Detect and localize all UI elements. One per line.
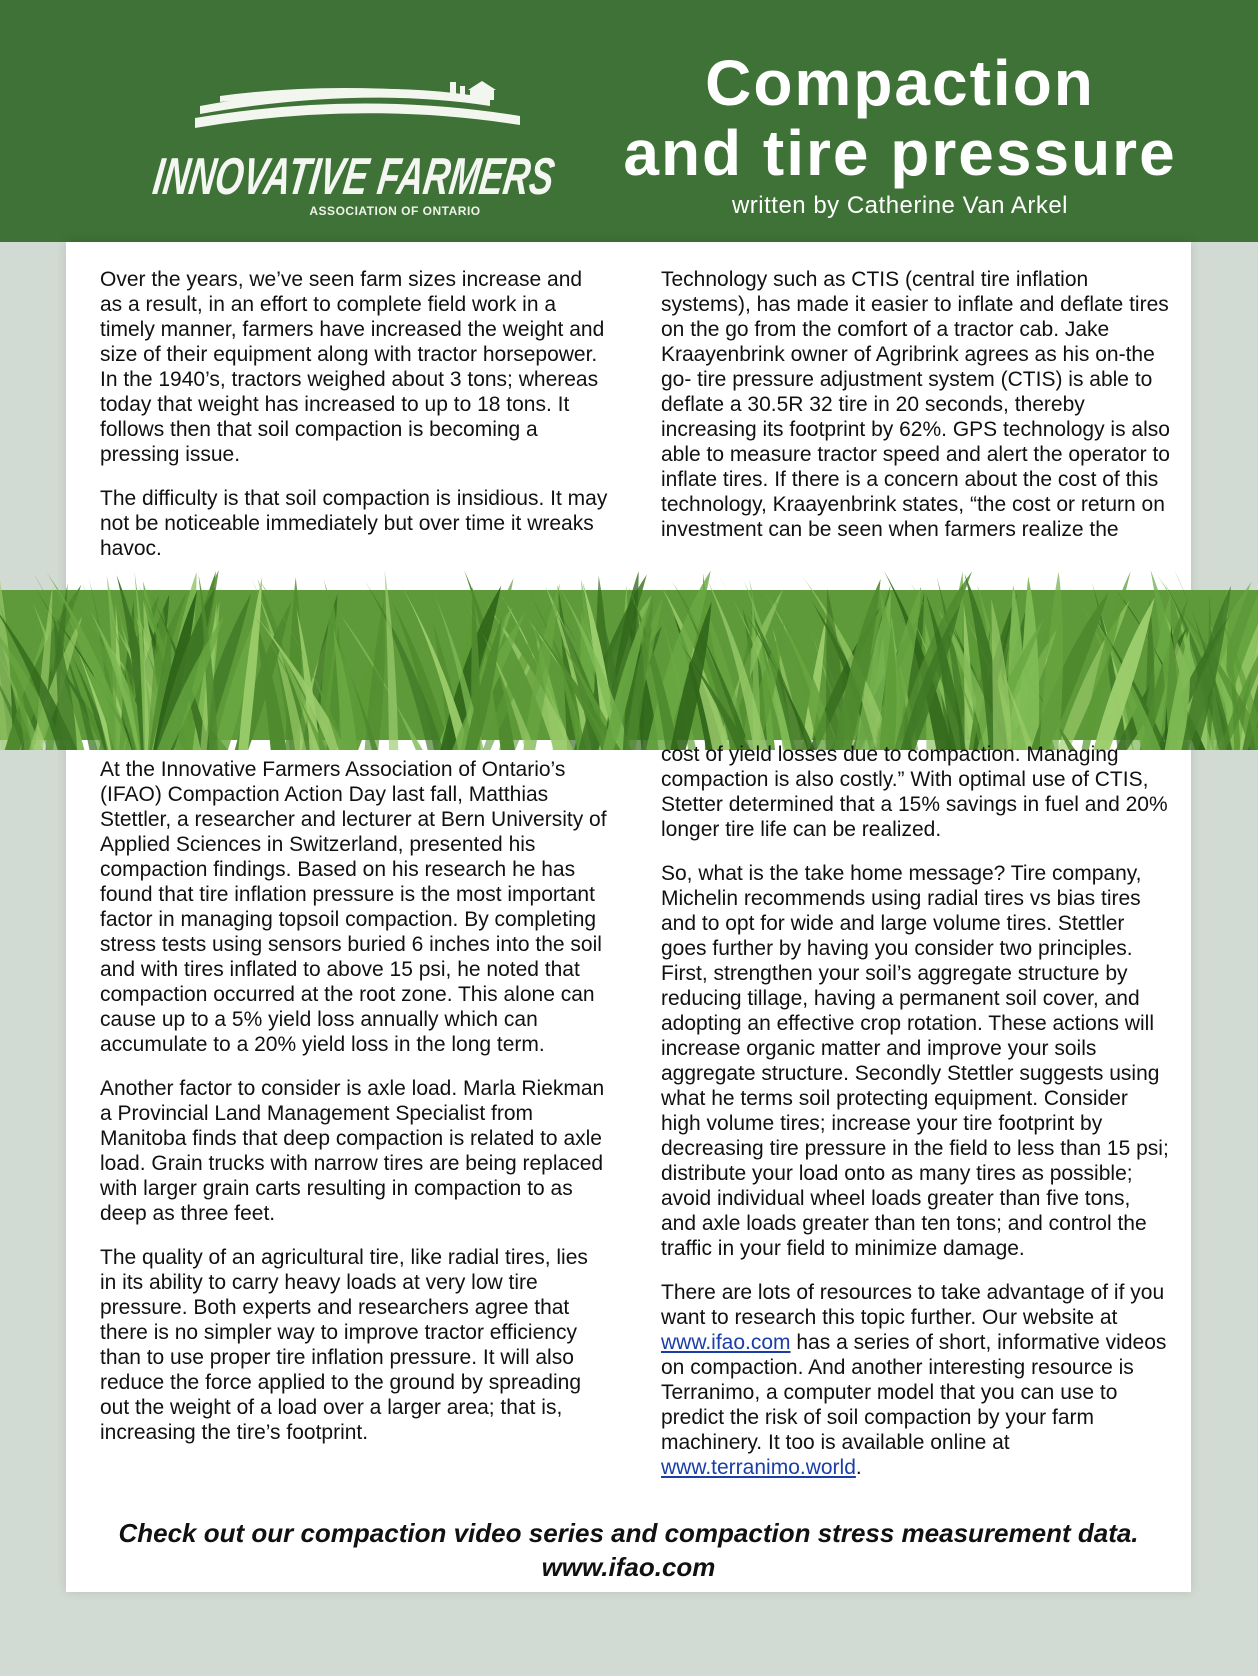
logo-wordmark: INNOVATIVE FARMERS bbox=[149, 148, 737, 206]
terranimo-link[interactable]: www.terranimo.world bbox=[661, 1456, 856, 1479]
page-title bbox=[600, 48, 1200, 188]
title-line-2: and tire pressure bbox=[623, 117, 1177, 189]
call-to-action bbox=[66, 1516, 1191, 1584]
paragraph: cost of yield losses due to compaction. Managing compaction is also costly.” With optimal use of CTIS, Stetter determined that a 15% savings in fuel and 20% longer tire life can be realized. bbox=[661, 743, 1168, 841]
header-banner bbox=[0, 0, 1258, 242]
paragraph: Over the years, we’ve seen farm sizes increase and as a result, in an effort to complete field work in a timely manner, farmers have increased the weight and size of their equipment along with tractor horsepower. In the 1940’s, tractors weighed about 3 tons; whereas today that weight has increased to up to 18 tons. It follows then that soil compaction is becoming a pressing issue. bbox=[100, 268, 605, 466]
paragraph: Technology such as CTIS (central tire inflation systems), has made it easier to inflate and deflate tires on the go from the comfort of a tractor cab. Jake Kraayenbrink owner of Agribrink agrees as his on-the go- tire pressure adjustment system (CTIS) is able to deflate a 30.5R 32 tire in 20 seconds, thereby increasing its footprint by 62%. GPS technology is also able to measure tractor speed and alert the operator to inflate tires. If there is a concern about the cost of this technology, Kraayenbrink states, “the cost or return on investment can be seen when farmers realize the bbox=[661, 268, 1170, 541]
right-column-bottom bbox=[661, 742, 1171, 1499]
resources-text-3: . bbox=[855, 1456, 862, 1479]
left-column-bottom bbox=[100, 757, 610, 1464]
resources-paragraph bbox=[661, 1280, 1171, 1480]
ifao-website-link[interactable]: www.ifao.com bbox=[661, 1331, 791, 1354]
grass-image bbox=[0, 590, 1258, 740]
ifao-logo bbox=[149, 76, 737, 226]
logo-subtext: ASSOCIATION OF ONTARIO bbox=[309, 204, 481, 218]
resources-text-2: has a series of short, informative videos on compaction. And another interesting resource is Terranimo, a computer model that you can use to predict the risk of soil compaction by your farm machinery. It too is available online at bbox=[661, 1331, 1167, 1454]
left-column-top bbox=[100, 267, 610, 580]
paragraph: At the Innovative Farmers Association of Ontario’s (IFAO) Compaction Action Day last fall, Matthias Stettler, a researcher and lecturer at Bern University of Applied Sciences in Switzerland, presented his compaction findings. Based on his research he has found that tire inflation pressure is the most important factor in managing topsoil compaction. By completing stress tests using sensors buried 6 inches into the soil and with tires inflated to above 15 psi, he noted that compaction occurred at the root zone. This alone can cause up to a 5% yield loss annually which can accumulate to a 20% yield loss in the long term. bbox=[100, 758, 607, 1056]
resources-text-1: There are lots of resources to take advantage of if you want to research this topic further. Our website at bbox=[661, 1281, 1165, 1329]
grass-photo-band bbox=[0, 590, 1258, 740]
title-line-1: Compaction bbox=[705, 47, 1095, 119]
right-column-top bbox=[661, 267, 1171, 561]
cta-text: Check out our compaction video series and compaction stress measurement data. bbox=[118, 1518, 1139, 1548]
paragraph: The difficulty is that soil compaction is insidious. It may not be noticeable immediately but over time it wreaks havoc. bbox=[100, 487, 608, 560]
cta-url: www.ifao.com bbox=[541, 1552, 716, 1582]
author-byline: written by Catherine Van Arkel bbox=[731, 192, 1069, 219]
paragraph: So, what is the take home message? Tire company, Michelin recommends using radial tires vs bias tires and to opt for wide and large volume tires. Stettler goes further by having you consider two principles. First, strengthen your soil’s aggregate structure by reducing tillage, having a permanent soil cover, and adopting an effective crop rotation. These actions will increase organic matter and improve your soils aggregate structure. Secondly Stettler suggests using what he terms soil protecting equipment. Consider high volume tires; increase your tire footprint by decreasing tire pressure in the field to less than 15 psi; distribute your load onto as many tires as possible; avoid individual wheel loads greater than five tons, and axle loads greater than ten tons; and control the traffic in your field to minimize damage. bbox=[661, 862, 1169, 1260]
paragraph: The quality of an agricultural tire, like radial tires, lies in its ability to carry heavy loads at very low tire pressure. Both experts and researchers agree that there is no simpler way to improve tractor efficiency than to use proper tire inflation pressure. It will also reduce the force applied to the ground by spreading out the weight of a load over a larger area; that is, increasing the tire’s footprint. bbox=[100, 1246, 588, 1444]
paragraph: Another factor to consider is axle load. Marla Riekman a Provincial Land Management Specialist from Manitoba finds that deep compaction is related to axle load. Grain trucks with narrow tires are being replaced with larger grain carts resulting in compaction to as deep as three feet. bbox=[100, 1077, 605, 1225]
